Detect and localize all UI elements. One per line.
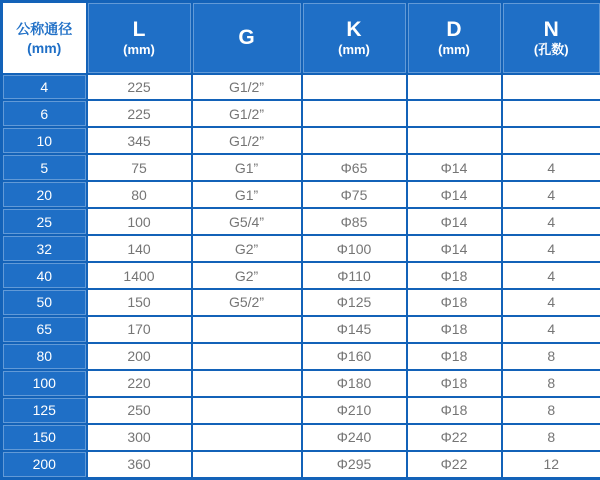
- table-row: [2, 370, 600, 397]
- table-cell: 140: [87, 235, 192, 262]
- table-cell: Φ240: [302, 424, 407, 451]
- table-cell: G2”: [192, 235, 302, 262]
- table-cell: Φ14: [407, 181, 502, 208]
- row-header-cell: 200: [2, 451, 87, 479]
- table-row: [2, 397, 600, 424]
- table-cell: 225: [87, 74, 192, 101]
- row-header-cell: 80: [2, 343, 87, 370]
- table-cell: 4: [502, 181, 600, 208]
- row-header-cell: 4: [2, 74, 87, 101]
- table-row: [2, 343, 600, 370]
- table-cell: Φ160: [302, 343, 407, 370]
- table-cell: [302, 127, 407, 154]
- table-cell: Φ18: [407, 289, 502, 316]
- table-cell: Φ14: [407, 208, 502, 235]
- table-cell: 75: [87, 154, 192, 181]
- table-cell: 150: [87, 289, 192, 316]
- table-row: [2, 181, 600, 208]
- table-cell: Φ180: [302, 370, 407, 397]
- header-label: K: [346, 17, 362, 41]
- row-header-cell: 65: [2, 316, 87, 343]
- table-cell: Φ14: [407, 235, 502, 262]
- header-label: L: [132, 17, 146, 41]
- table-row: [2, 235, 600, 262]
- table-cell: [407, 74, 502, 101]
- table-cell: Φ18: [407, 262, 502, 289]
- table-cell: 8: [502, 343, 600, 370]
- table-cell: [192, 316, 302, 343]
- table-cell: Φ100: [302, 235, 407, 262]
- table-cell: [407, 127, 502, 154]
- table-cell: 4: [502, 289, 600, 316]
- table-cell: Φ14: [407, 154, 502, 181]
- table-cell: 200: [87, 343, 192, 370]
- table-cell: Φ210: [302, 397, 407, 424]
- table-cell: [502, 100, 600, 127]
- table-cell: [192, 343, 302, 370]
- header-sublabel: (孔数): [533, 42, 569, 58]
- header-cell-L: [87, 2, 192, 74]
- table-cell: 4: [502, 316, 600, 343]
- table-cell: 225: [87, 100, 192, 127]
- table-cell: G1”: [192, 154, 302, 181]
- row-header-cell: 6: [2, 100, 87, 127]
- table-row: [2, 154, 600, 181]
- table-cell: [302, 74, 407, 101]
- table-cell: G5/2”: [192, 289, 302, 316]
- table-cell: Φ65: [302, 154, 407, 181]
- header-label: 公称通径: [16, 20, 73, 37]
- table-cell: Φ18: [407, 316, 502, 343]
- table-row: [2, 262, 600, 289]
- row-header-cell: 100: [2, 370, 87, 397]
- header-label: N: [543, 17, 559, 41]
- table-cell: G1”: [192, 181, 302, 208]
- table-cell: Φ18: [407, 397, 502, 424]
- row-header-cell: 10: [2, 127, 87, 154]
- table-row: [2, 127, 600, 154]
- table-cell: [502, 127, 600, 154]
- table-cell: [192, 451, 302, 479]
- table-row: [2, 316, 600, 343]
- table-cell: [192, 424, 302, 451]
- table-cell: [192, 370, 302, 397]
- table-cell: 360: [87, 451, 192, 479]
- table-row: [2, 208, 600, 235]
- table-cell: [407, 100, 502, 127]
- table-cell: 4: [502, 262, 600, 289]
- row-header-cell: 20: [2, 181, 87, 208]
- table-cell: G1/2”: [192, 127, 302, 154]
- table-cell: [192, 397, 302, 424]
- table-cell: G1/2”: [192, 100, 302, 127]
- table-cell: Φ85: [302, 208, 407, 235]
- header-cell-N: [502, 2, 600, 74]
- header-cell-K: [302, 2, 407, 74]
- table-cell: G1/2”: [192, 74, 302, 101]
- header-row: [2, 2, 600, 74]
- header-cell-D: [407, 2, 502, 74]
- table-cell: 4: [502, 235, 600, 262]
- header-cell-nominal-diameter: [2, 2, 87, 74]
- header-sublabel: (mm): [123, 42, 155, 58]
- header-sublabel: (mm): [438, 42, 470, 58]
- table-cell: 170: [87, 316, 192, 343]
- table-cell: 8: [502, 397, 600, 424]
- table-cell: G5/4”: [192, 208, 302, 235]
- table-cell: Φ75: [302, 181, 407, 208]
- table-cell: 345: [87, 127, 192, 154]
- table-cell: 8: [502, 370, 600, 397]
- table-cell: Φ145: [302, 316, 407, 343]
- header-cell-G: [192, 2, 302, 74]
- table-row: [2, 100, 600, 127]
- table-cell: Φ295: [302, 451, 407, 479]
- row-header-cell: 125: [2, 397, 87, 424]
- table-cell: 100: [87, 208, 192, 235]
- table-row: [2, 451, 600, 479]
- row-header-cell: 5: [2, 154, 87, 181]
- header-sublabel: (mm): [338, 42, 370, 58]
- table-cell: 80: [87, 181, 192, 208]
- table-cell: Φ18: [407, 370, 502, 397]
- table-cell: Φ110: [302, 262, 407, 289]
- table-row: [2, 289, 600, 316]
- table-cell: 250: [87, 397, 192, 424]
- table-cell: 220: [87, 370, 192, 397]
- row-header-cell: 150: [2, 424, 87, 451]
- header-sublabel: (mm): [27, 39, 62, 56]
- table-row: [2, 74, 600, 101]
- header-label: G: [238, 25, 255, 49]
- table-cell: 8: [502, 424, 600, 451]
- table-cell: [502, 74, 600, 101]
- table-cell: 1400: [87, 262, 192, 289]
- table-cell: Φ125: [302, 289, 407, 316]
- row-header-cell: 32: [2, 235, 87, 262]
- table-cell: 4: [502, 154, 600, 181]
- table-cell: Φ22: [407, 424, 502, 451]
- table-cell: 4: [502, 208, 600, 235]
- row-header-cell: 40: [2, 262, 87, 289]
- table-cell: G2”: [192, 262, 302, 289]
- table-body: [2, 74, 600, 479]
- table-row: [2, 424, 600, 451]
- table-cell: 12: [502, 451, 600, 479]
- header-label: D: [446, 17, 462, 41]
- table-cell: Φ22: [407, 451, 502, 479]
- table-cell: 300: [87, 424, 192, 451]
- row-header-cell: 25: [2, 208, 87, 235]
- row-header-cell: 50: [2, 289, 87, 316]
- table-cell: Φ18: [407, 343, 502, 370]
- table-cell: [302, 100, 407, 127]
